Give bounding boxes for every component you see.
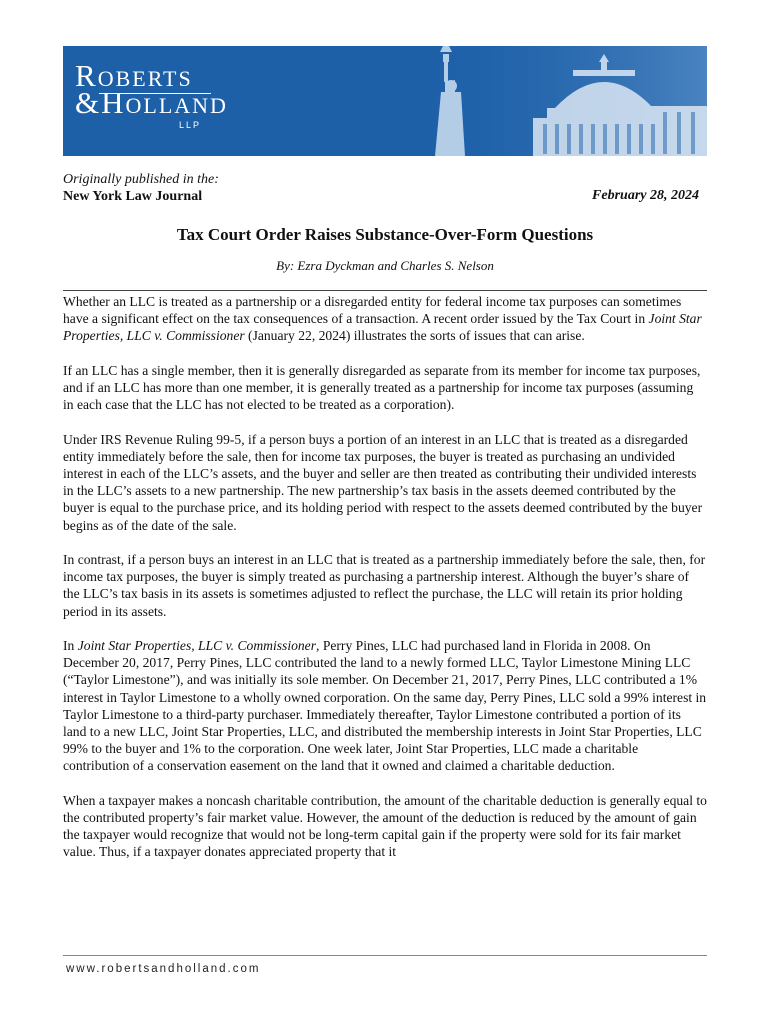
publication-name: New York Law Journal [63, 189, 203, 204]
paragraph-2: If an LLC has a single member, then it is generally disregarded as separate from its member for income tax purposes, and if an LLC has more than one member, it is generally treated as a partnership for income tax purposes (assuming in each case that the LLC has not elected to be treated as a corporation). [63, 362, 701, 413]
logo-holland: OLLAND [125, 93, 228, 118]
p5-text-pre: In [63, 638, 78, 653]
p5-text-b: , Perry Pines, LLC had purchased land in Florida in 2008. On December 20, 2017, Perry Pines, LLC contributed the land to a newly formed LLC, Taylor Limestone Mining LLC (“Taylor Limestone”), and was initially its sole member. On December 21, 2017, Perry Pines, LLC contributed a 1% interest in Taylor Limestone to a wholly owned corporation. On the same day, Perry Pines, LLC sold a 99% interest in Taylor Limestone to a third-party purchaser. Immediately thereafter, Taylor Limestone contributed a portion of its land to a new LLC, Joint Star Properties, LLC, and distributed the membership interests in Joint Star Properties, LLC 99% to the buyer and 1% to the corporation. One week later, Joint Star Properties, LLC made a charitable contribution of a conservation easement on the land that it owned and claimed a charitable deduction. [63, 638, 707, 774]
p1-text-a: Whether an LLC is treated as a partnership or a disregarded entity for federal income tax purposes can sometimes have a significant effect on the tax consequences of a transaction. A recent order issued by the Tax Court in [63, 294, 682, 327]
paragraph-4: In contrast, if a person buys an interest in an LLC that is treated as a partnership immediately before the sale, then, for income tax purposes, the buyer is simply treated as purchasing a partnership interest. Although the buyer’s share of the LLC’s tax basis in its assets is sometimes adjusted to reflect the purchase, the LLC will retain its prior holding period in its assets. [63, 552, 706, 619]
logo-llp: LLP [179, 120, 202, 130]
paragraph-1 [63, 293, 707, 345]
logo-roberts: OBERTS [97, 66, 193, 91]
article-byline: By: Ezra Dyckman and Charles S. Nelson [276, 258, 494, 273]
paragraph-3: Under IRS Revenue Ruling 99-5, if a person buys a portion of an interest in an LLC that is treated as a disregarded entity immediately before the sale, then for income tax purposes, the buyer is treated as purchasing an undivided interest in each of the LLC’s assets, and the buyer and seller are then treated as contributing their undivided interests in the LLC’s assets to a new partnership. The new partnership’s tax basis in the assets deemed contributed by the buyer is equal to the purchase price, and its holding period with respect to the assets deemed contributed by the buyer begins as of the date of the sale. [63, 431, 703, 533]
case-name: Joint Star Properties, LLC v. Commissioner [77, 638, 317, 653]
firm-logo [75, 58, 228, 130]
footer-divider [63, 955, 707, 956]
logo-initial-r: R [75, 58, 98, 93]
byline-divider [63, 290, 707, 291]
article-body [63, 293, 707, 878]
published-label: Originally published in the: [63, 172, 219, 187]
p1-text-b: (January 22, 2024) illustrates the sorts of issues that can arise. [244, 328, 585, 344]
case-name: Joint Star Properties, LLC v. Commissioner [63, 311, 702, 344]
publication-info [63, 171, 219, 205]
article-title: Tax Court Order Raises Substance-Over-Form Questions [176, 225, 594, 244]
footer-website: www.robertsandholland.com [66, 963, 261, 975]
paragraph-6: When a taxpayer makes a noncash charitable contribution, the amount of the charitable deduction is generally equal to the contributed property’s fair market value. However, the amount of the deduction is reduced by the amount of gain the taxpayer would recognize that would not be long-term capital gain if the property were sold for its fair market value. Thus, if a taxpayer donates appreciated property that it [63, 792, 707, 860]
paragraph-5 [63, 637, 707, 775]
publication-date: February 28, 2024 [592, 188, 699, 203]
logo-initial-h: &H [75, 85, 126, 120]
header-banner [63, 46, 707, 156]
